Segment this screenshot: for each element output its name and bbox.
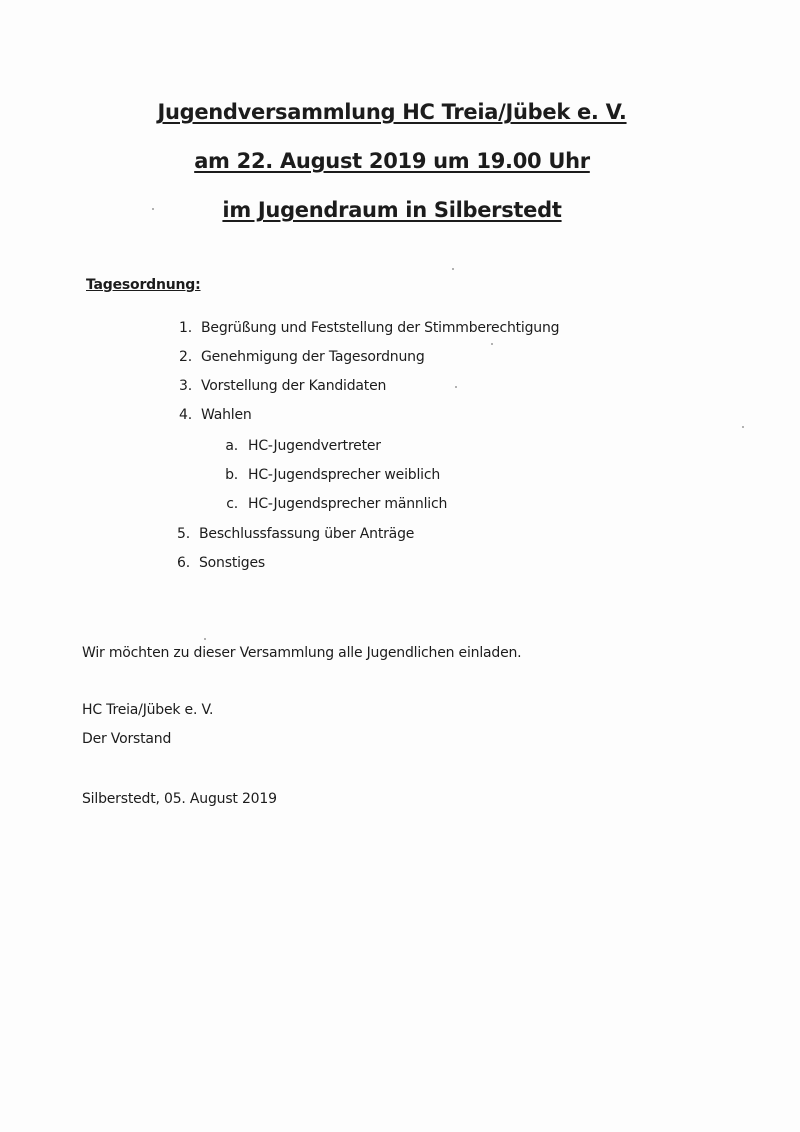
agenda-item-6 bbox=[168, 555, 265, 571]
scan-speck bbox=[152, 208, 154, 210]
agenda-subitem-a bbox=[222, 438, 381, 454]
agenda-subitem-letter: c. bbox=[226, 496, 238, 512]
agenda-item-number: 5. bbox=[177, 526, 190, 542]
scan-speck bbox=[204, 638, 206, 640]
agenda-item-number: 6. bbox=[177, 555, 190, 571]
agenda-item-4 bbox=[170, 407, 252, 423]
agenda-heading: Tagesordnung: bbox=[86, 277, 201, 293]
agenda-item-2 bbox=[170, 349, 425, 365]
agenda-subitem-letter: a. bbox=[225, 438, 238, 454]
signature-role: Der Vorstand bbox=[82, 731, 172, 747]
agenda-item-text: Begrüßung und Feststellung der Stimmberechtigung bbox=[201, 320, 560, 336]
scan-speck bbox=[742, 426, 744, 428]
scan-speck bbox=[491, 343, 493, 345]
agenda-item-number: 2. bbox=[179, 349, 192, 365]
agenda-item-text: Beschlussfassung über Anträge bbox=[199, 526, 415, 542]
agenda-subitem-c bbox=[222, 496, 447, 512]
title-line-1: Jugendversammlung HC Treia/Jübek e. V. bbox=[157, 100, 627, 124]
agenda-item-number: 3. bbox=[179, 378, 192, 394]
signature-organization: HC Treia/Jübek e. V. bbox=[82, 702, 214, 718]
agenda-item-text: Sonstiges bbox=[199, 555, 265, 571]
agenda-item-3 bbox=[170, 378, 386, 394]
agenda-subitem-text: HC-Jugendvertreter bbox=[248, 438, 381, 454]
agenda-item-number: 4. bbox=[179, 407, 192, 423]
agenda-item-text: Vorstellung der Kandidaten bbox=[201, 378, 387, 394]
scan-speck bbox=[455, 386, 457, 388]
invitation-text: Wir möchten zu dieser Versammlung alle Jugendlichen einladen. bbox=[82, 645, 522, 661]
agenda-item-number: 1. bbox=[179, 320, 192, 336]
document-title bbox=[0, 92, 784, 239]
agenda-item-text: Wahlen bbox=[201, 407, 252, 423]
agenda-subitem-b bbox=[222, 467, 440, 483]
agenda-item-text: Genehmigung der Tagesordnung bbox=[201, 349, 425, 365]
agenda-subitem-letter: b. bbox=[225, 467, 238, 483]
place-and-date: Silberstedt, 05. August 2019 bbox=[82, 791, 277, 807]
agenda-item-1 bbox=[170, 320, 559, 336]
scan-speck bbox=[452, 268, 454, 270]
agenda-subitem-text: HC-Jugendsprecher männlich bbox=[248, 496, 448, 512]
agenda-subitem-text: HC-Jugendsprecher weiblich bbox=[248, 467, 441, 483]
title-line-2: am 22. August 2019 um 19.00 Uhr bbox=[194, 149, 590, 173]
agenda-item-5 bbox=[168, 526, 414, 542]
title-line-3: im Jugendraum in Silberstedt bbox=[222, 198, 562, 222]
